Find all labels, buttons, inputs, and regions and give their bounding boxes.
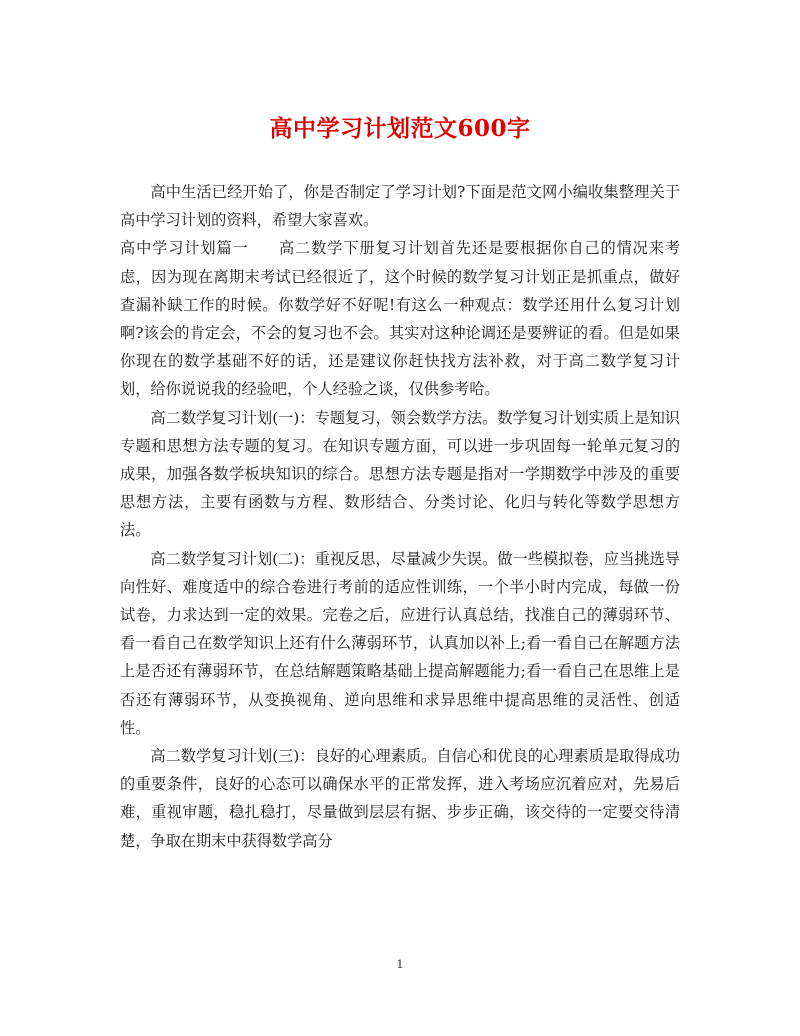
- plan-one-paragraph: 高二数学复习计划(一)：专题复习，领会数学方法。数学复习计划实质上是知识专题和思想方法专题的复习。在知识专题方面，可以进一步巩固每一轮单元复习的成果，加强各数学板块知识的综合。思想方法专题是指对一学期数学中涉及的重要思想方法，主要有函数与方程、数形结合、分类讨论、化归与转化等数学思想方法。: [120, 408, 680, 540]
- page-number: 1: [396, 958, 404, 971]
- section-text: 高二数学下册复习计划首先还是要根据你自己的情况来考虑，因为现在离期末考试已经很近了，这个时候的数学复习计划正是抓重点，做好查漏补缺工作的时候。你数学好不好呢!有这么一种观点：数学还用什么复习计划啊?该会的肯定会，不会的复习也不会。其实对这种论调还是要辨证的看。但是如果你现在的数学基础不好的话，还是建议你赶快找方法补救，对于高二数学复习计划，给你说说我的经验吧，个人经验之谈，仅供参考哈。: [120, 239, 681, 399]
- section-label: 高中学习计划篇一: [120, 239, 249, 258]
- page-title: 高中学习计划范文600字: [269, 115, 531, 142]
- section-paragraph: [120, 234, 680, 403]
- intro-paragraph: 高中生活已经开始了，你是否制定了学习计划?下面是范文网小编收集整理关于高中学习计划的资料，希望大家喜欢。: [120, 183, 680, 230]
- document-body: [120, 178, 680, 855]
- plan-three-paragraph: 高二数学复习计划(三)：良好的心理素质。自信心和优良的心理素质是取得成功的重要条件，良好的心态可以确保水平的正常发挥，进入考场应沉着应对，先易后难，重视审题，稳扎稳打，尽量做到层层有据、步步正确，该交待的一定要交待清楚，争取在期末中获得数学高分: [120, 747, 680, 850]
- plan-two-paragraph: 高二数学复习计划(二)：重视反思，尽量减少失误。做一些模拟卷，应当挑选导向性好、难度适中的综合卷进行考前的适应性训练，一个半小时内完成，每做一份试卷，力求达到一定的效果。完卷之后，应进行认真总结，找准自己的薄弱环节、看一看自己在数学知识上还有什么薄弱环节，认真加以补上;看一看自己在解题方法上是否还有薄弱环节，在总结解题策略基础上提高解题能力;看一看自己在思维上是否还有薄弱环节，从变换视角、逆向思维和求异思维中提高思维的灵活性、创适性。: [120, 549, 680, 737]
